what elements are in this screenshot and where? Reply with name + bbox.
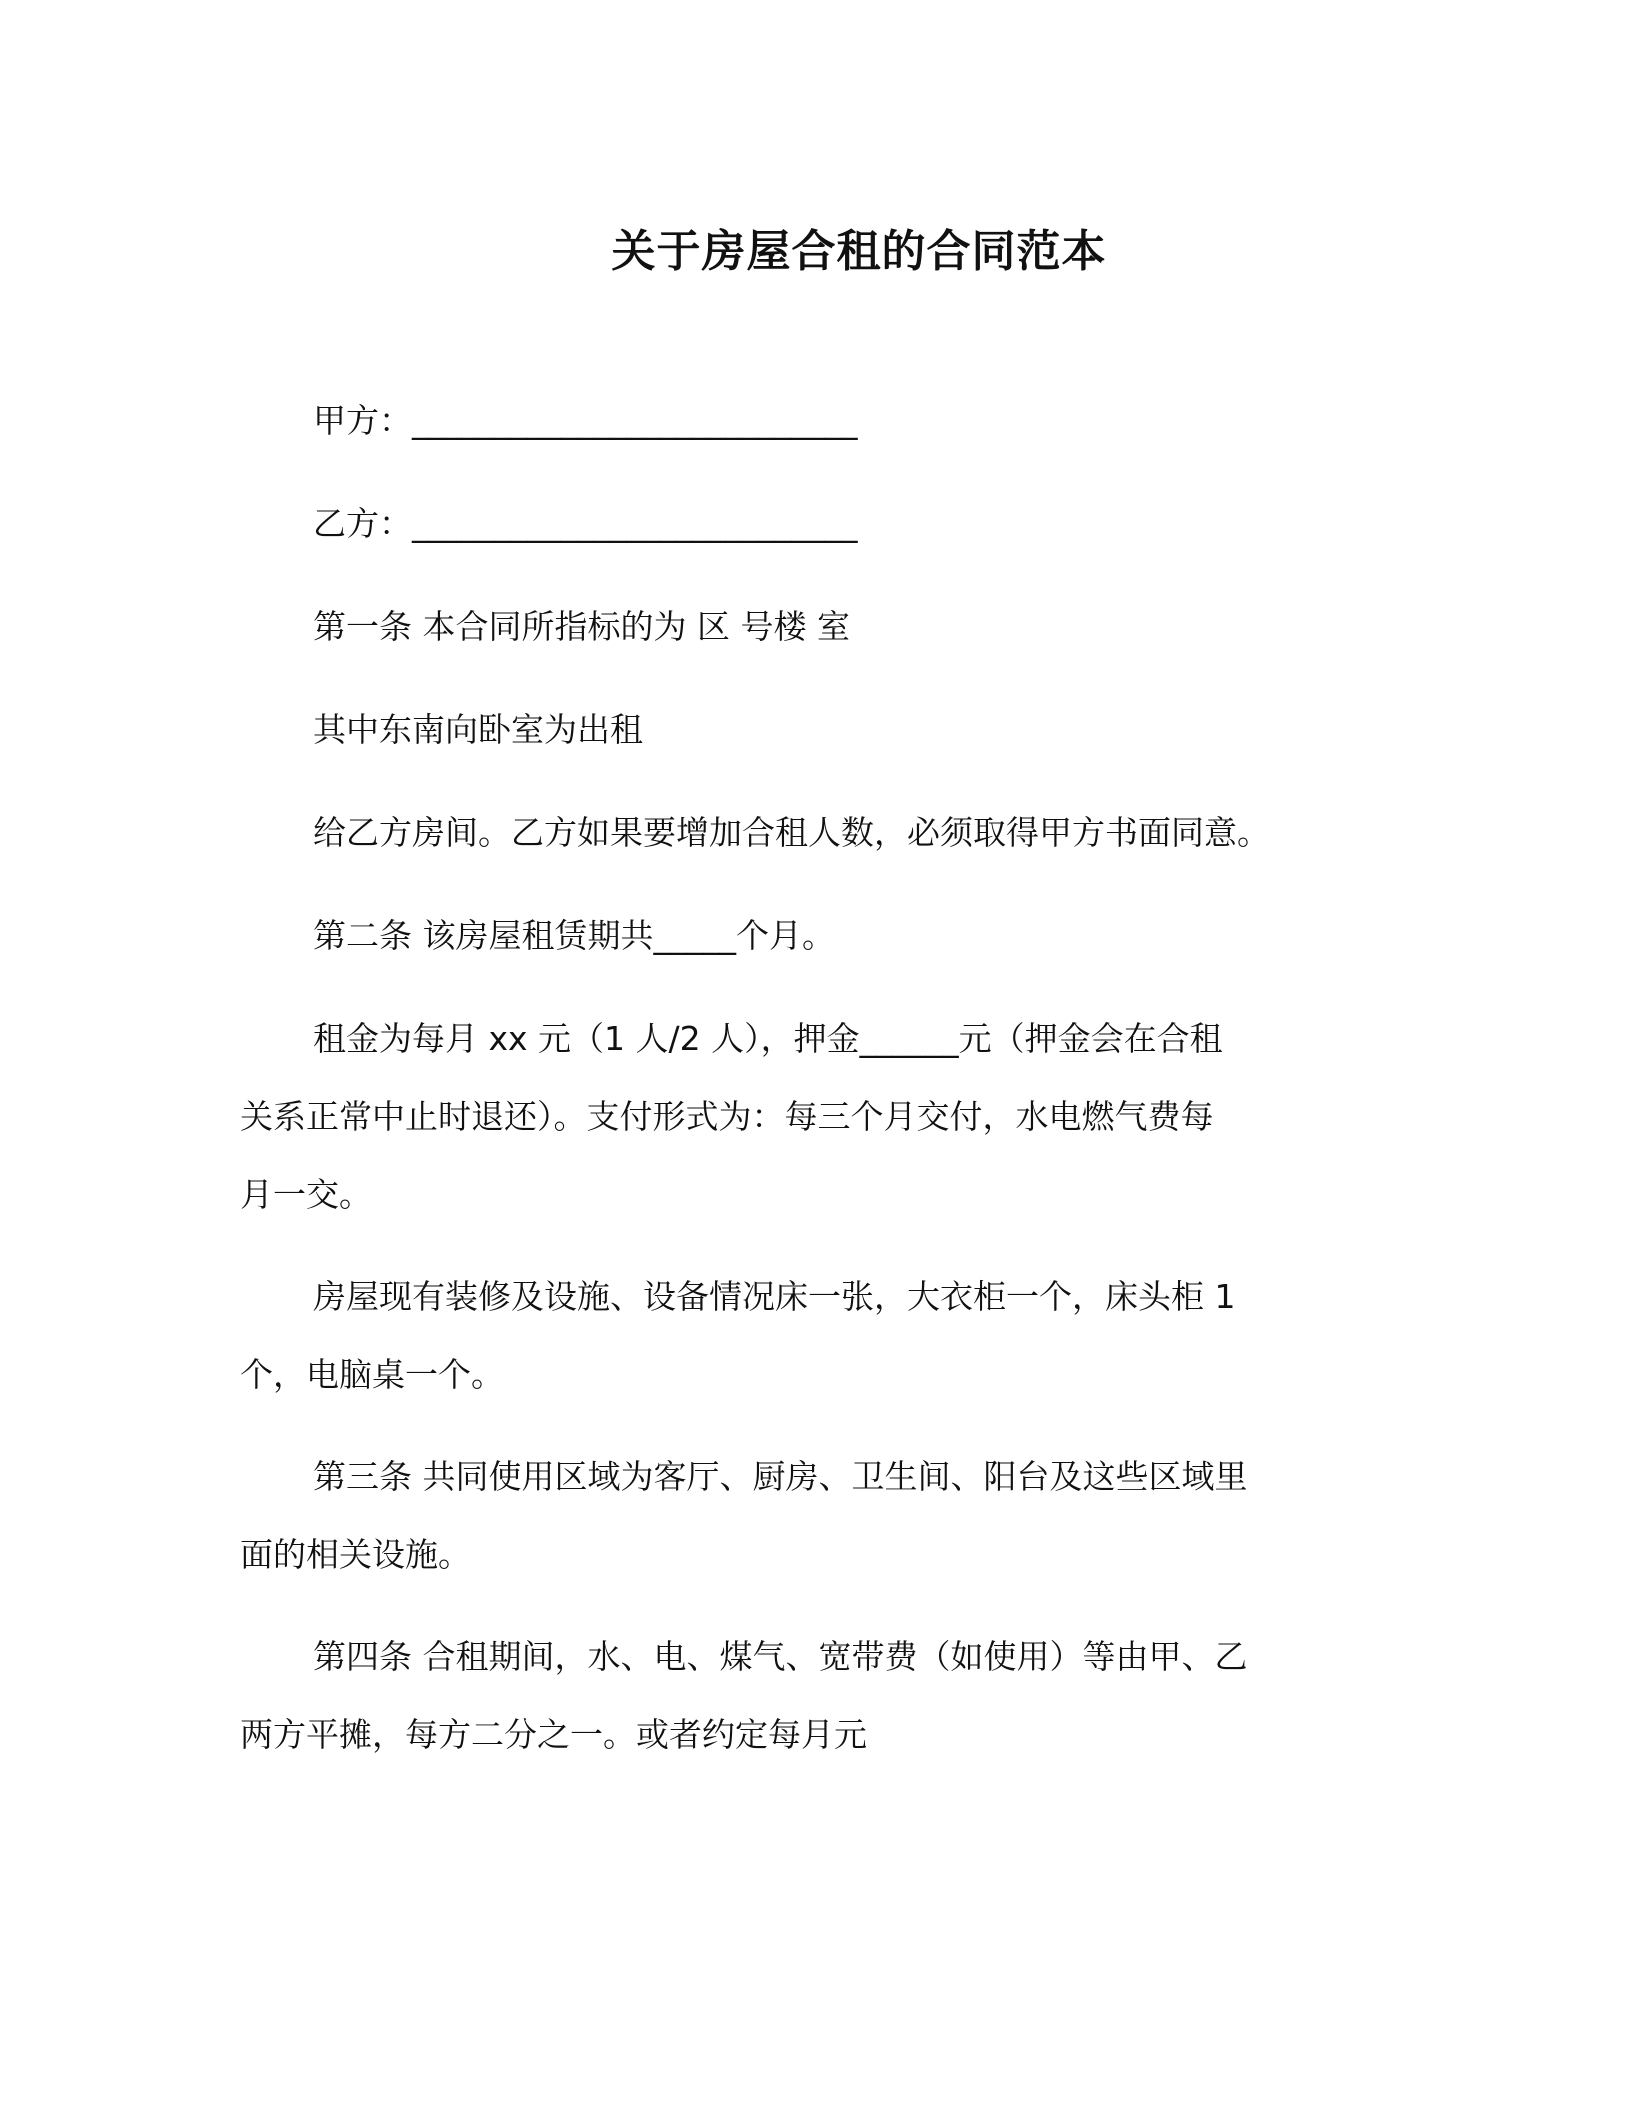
article-3-line-2: 面的相关设施。: [240, 1535, 471, 1574]
article-2-line-1: 第二条 该房屋租赁期共_____个月。: [313, 916, 835, 955]
article-3-line-1: 第三条 共同使用区域为客厅、厨房、卫生间、阳台及这些区域里: [313, 1457, 1248, 1496]
rent-paragraph-line-3: 月一交。: [240, 1175, 372, 1214]
facilities-line-1: 房屋现有装修及设施、设备情况床一张，大衣柜一个，床头柜 1: [313, 1277, 1236, 1316]
article-4-line-1: 第四条 合租期间，水、电、煤气、宽带费（如使用）等由甲、乙: [313, 1637, 1248, 1676]
article-4-line-2: 两方平摊，每方二分之一。或者约定每月元: [240, 1715, 867, 1754]
article-1-line-3: 给乙方房间。乙方如果要增加合租人数，必须取得甲方书面同意。: [313, 813, 1270, 852]
rent-paragraph-line-2: 关系正常中止时退还）。支付形式为：每三个月交付，水电燃气费每: [240, 1097, 1214, 1136]
party-b-line: 乙方：___________________________: [313, 504, 858, 543]
facilities-line-2: 个，电脑桌一个。: [240, 1355, 504, 1394]
document-title: 关于房屋合租的合同范本: [611, 226, 1107, 277]
rent-paragraph-line-1: 租金为每月 xx 元（1 人/2 人），押金______元（押金会在合租: [313, 1019, 1223, 1058]
party-a-line: 甲方：___________________________: [313, 401, 858, 440]
article-1-line-2: 其中东南向卧室为出租: [313, 710, 643, 749]
article-1-line-1: 第一条 本合同所指标的为 区 号楼 室: [313, 607, 850, 646]
